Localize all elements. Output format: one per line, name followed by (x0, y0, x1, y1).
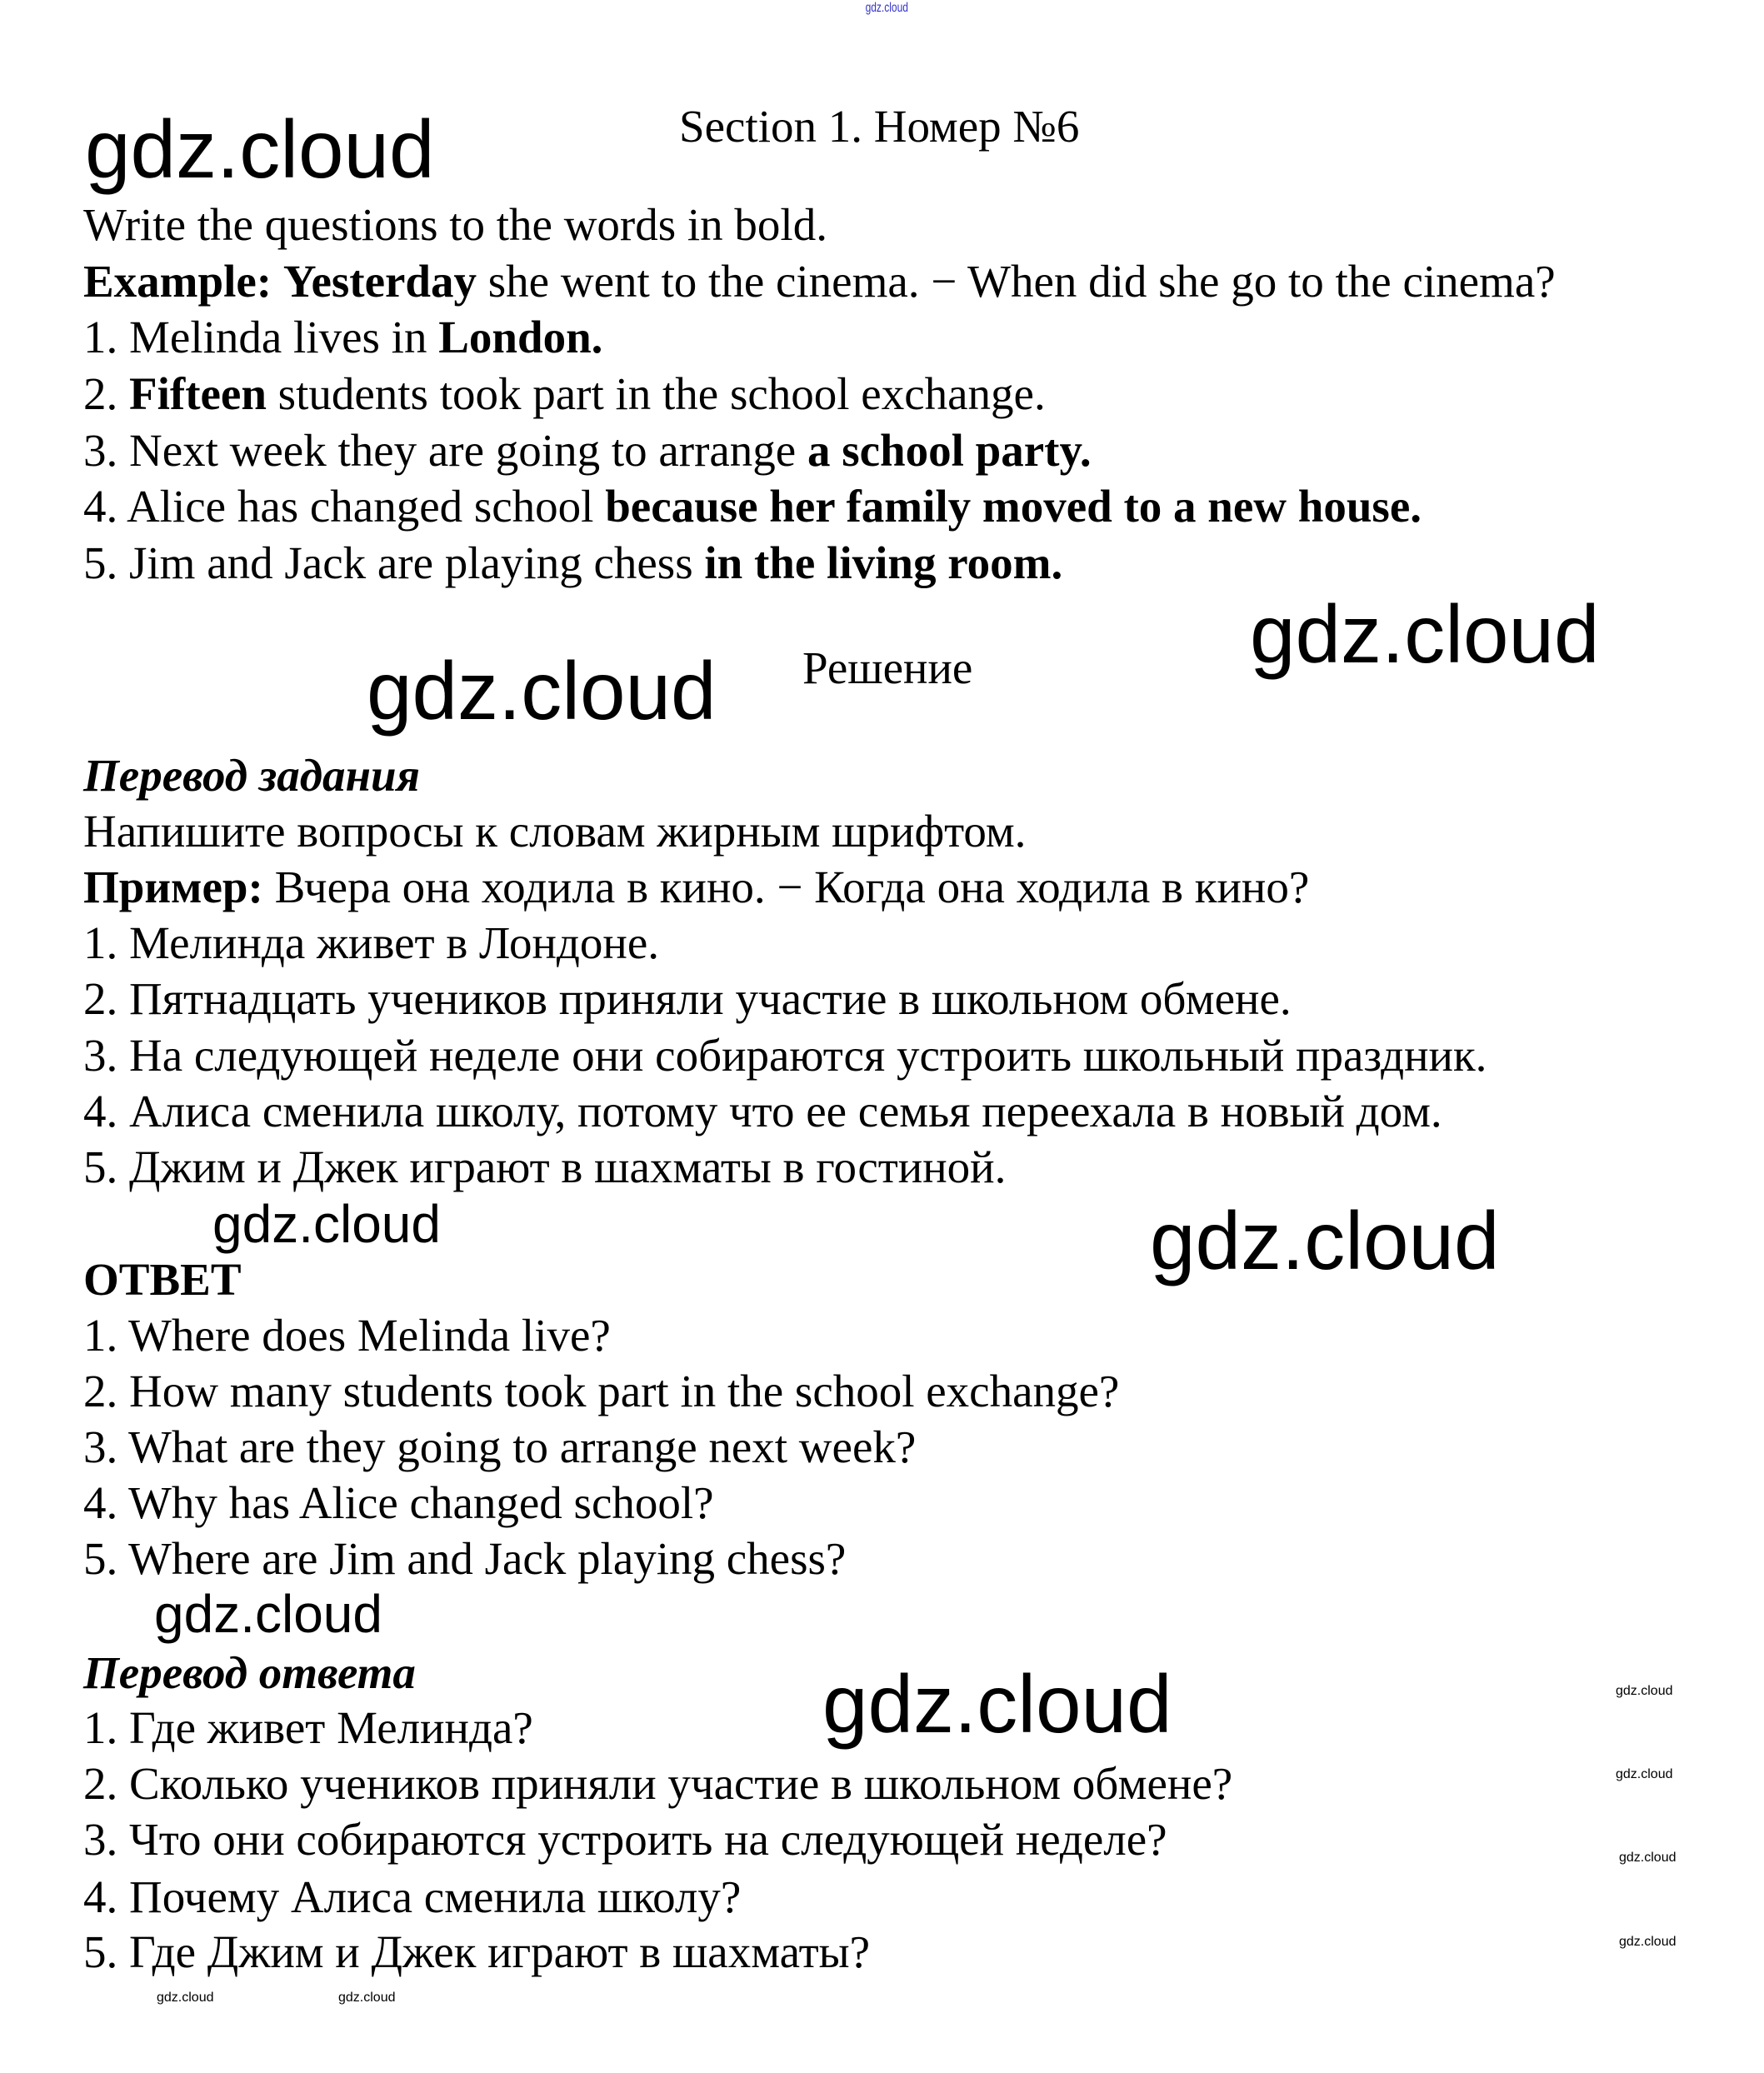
task-translation-heading: Перевод задания (83, 750, 420, 801)
answer-item: 3. What are they going to arrange next week? (83, 1421, 917, 1472)
answer-item: 5. Where are Jim and Jack playing chess? (83, 1533, 847, 1584)
answer-translation-item: 1. Где живет Мелинда? (83, 1702, 533, 1753)
translation-example (83, 859, 1309, 916)
answer-item: 4. Why has Alice changed school? (83, 1477, 714, 1528)
answer-translation-item: 4. Почему Алиса сменила школу? (83, 1871, 742, 1922)
item-bold: a school party. (807, 425, 1092, 476)
answer-translation-heading: Перевод ответа (83, 1647, 416, 1698)
watermark: gdz.cloud (212, 1194, 441, 1254)
page-title: Section 1. Номер №6 (679, 101, 1080, 152)
item-text: 2. (83, 368, 129, 419)
answer-translation-item: 5. Где Джим и Джек играют в шахматы? (83, 1926, 871, 1977)
task-item (83, 478, 1422, 535)
watermark: gdz.cloud (1616, 1684, 1673, 1698)
item-bold: in the living room. (704, 537, 1063, 588)
watermark: gdz.cloud (367, 645, 717, 737)
item-text: 5. Jim and Jack are playing chess (83, 537, 705, 588)
solution-heading: Решение (802, 642, 973, 693)
watermark: gdz.cloud (1150, 1195, 1500, 1286)
translation-item: 5. Джим и Джек играют в шахматы в гостиной. (83, 1141, 1007, 1192)
translation-item: 2. Пятнадцать учеников приняли участие в школьном обмене. (83, 973, 1292, 1024)
watermark: gdz.cloud (338, 1991, 396, 2005)
example-rest: she went to the cinema. − When did she go to the cinema? (477, 256, 1556, 307)
watermark: gdz.cloud (1619, 1851, 1677, 1865)
translation-instruction: Напишите вопросы к словам жирным шрифтом. (83, 806, 1027, 857)
item-bold: Fifteen (129, 368, 267, 419)
watermark: gdz.cloud (1619, 1935, 1677, 1949)
task-instruction: Write the questions to the words in bold. (83, 199, 827, 250)
item-text: 3. Next week they are going to arrange (83, 425, 807, 476)
example-label: Example: (83, 256, 272, 307)
answer-translation-item: 2. Сколько учеников приняли участие в школьном обмене? (83, 1758, 1233, 1809)
translation-item: 1. Мелинда живет в Лондоне. (83, 917, 659, 968)
answer-item: 1. Where does Melinda live? (83, 1310, 611, 1361)
task-example (83, 253, 1556, 310)
translation-item: 4. Алиса сменила школу, потому что ее семья переехала в новый дом. (83, 1086, 1442, 1136)
watermark: gdz.cloud (154, 1584, 382, 1644)
watermark: gdz.cloud (157, 1991, 214, 2005)
task-item (83, 422, 1092, 479)
task-item (83, 366, 1046, 422)
translation-item: 3. На следующей неделе они собираются устроить школьный праздник. (83, 1030, 1487, 1081)
top-watermark[interactable]: gdz.cloud (865, 1, 908, 15)
task-item (83, 535, 1062, 592)
watermark: gdz.cloud (85, 103, 435, 195)
example-label: Пример: (83, 862, 263, 912)
watermark: gdz.cloud (822, 1658, 1172, 1750)
item-bold: London. (438, 312, 603, 362)
watermark: gdz.cloud (1250, 588, 1600, 680)
item-bold: because her family moved to a new house. (605, 481, 1422, 532)
example-rest: Вчера она ходила в кино. − Когда она ходила в кино? (262, 862, 1310, 912)
answer-translation-item: 3. Что они собираются устроить на следующей неделе? (83, 1814, 1167, 1865)
item-text: students took part in the school exchange. (266, 368, 1046, 419)
item-text: 4. Alice has changed school (83, 481, 606, 532)
example-bold: Yesterday (282, 256, 477, 307)
answer-item: 2. How many students took part in the school exchange? (83, 1366, 1120, 1416)
task-item (83, 309, 602, 366)
item-text: 1. Melinda lives in (83, 312, 439, 362)
watermark: gdz.cloud (1616, 1767, 1673, 1781)
answer-heading: ОТВЕТ (83, 1254, 242, 1305)
